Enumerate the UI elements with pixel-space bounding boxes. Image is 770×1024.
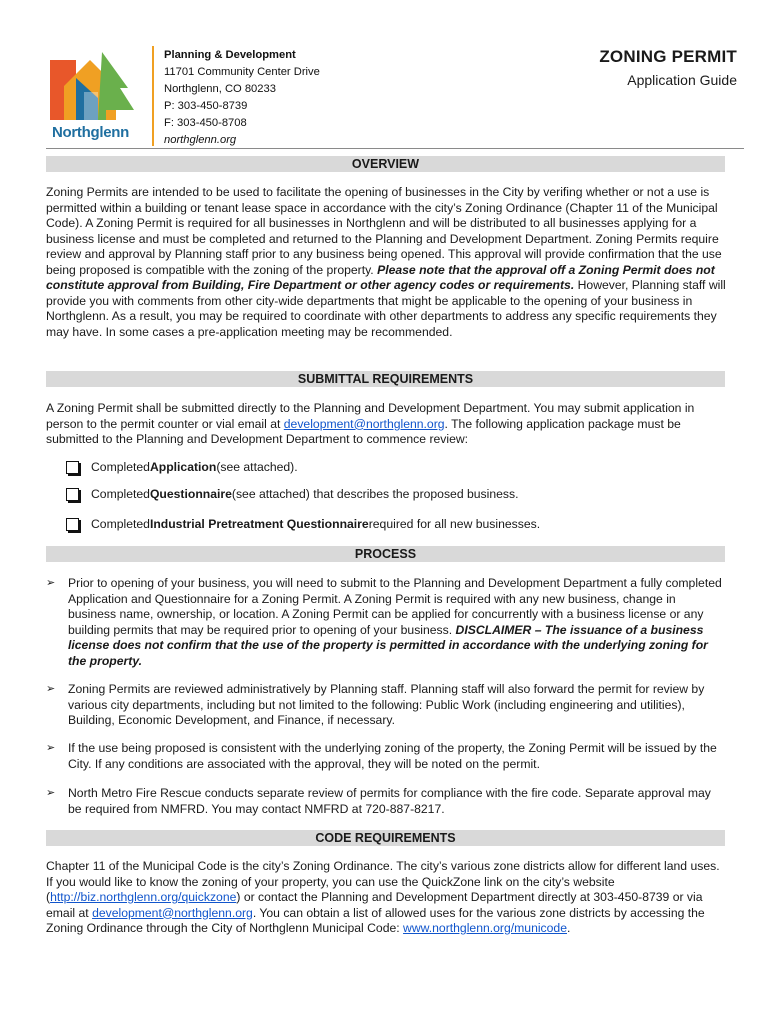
process-bullet-1: ➢ Prior to opening of your business, you will need to submit to the Planning and Development Department a fully completed Application and Questionnaire for a Zoning Permit. A Zoning Permit is required with any new business, change in business name, ownership, or location. A Zoning Permit can be applied for concurrently with a business license or any building permits that may be required prior to opening of your business. DISCLAIMER – The issuance of a business license does not confirm that the use of the property is permitted in accordance with the underlying zoning for the property. (46, 576, 722, 668)
document-title: ZONING PERMIT (599, 47, 737, 66)
checklist-item-application: Completed Application (see attached). (66, 460, 298, 475)
process-bullet-3: ➢ If the use being proposed is consistent with the underlying zoning of the property, the Zoning Permit will be issued by the City. If any conditions are associated with the approval, they will be noted on the permit. (46, 741, 717, 771)
arrow-bullet-icon: ➢ (46, 577, 56, 589)
checklist-item-pretreatment: Completed Industrial Pretreatment Questionnaire required for all new businesses. (66, 517, 540, 532)
arrow-bullet-icon: ➢ (46, 787, 56, 799)
checklist-item-questionnaire: Completed Questionnaire (see attached) that describes the proposed business. (66, 487, 519, 502)
section-heading-code: CODE REQUIREMENTS (46, 830, 725, 846)
submittal-email-link[interactable]: development@northglenn.org (283, 416, 445, 431)
section-heading-submittal: SUBMITTAL REQUIREMENTS (46, 371, 725, 387)
header-divider (152, 46, 154, 146)
title-block (599, 47, 737, 88)
process-bullet-2: ➢ Zoning Permits are reviewed administratively by Planning staff. Planning staff will also forward the permit for review by various city departments, including but not limited to the following: Public Work (including engineering and utilities), Building, Economic Development, and Finance, if necessary. (46, 682, 705, 727)
website[interactable]: northglenn.org (164, 134, 237, 146)
arrow-bullet-icon: ➢ (46, 683, 56, 695)
address-line-1: 11701 Community Center Drive (164, 66, 320, 78)
address-line-2: Northglenn, CO 80233 (164, 83, 276, 95)
org-name: Planning & Development (164, 49, 296, 61)
logo-tree (98, 52, 134, 120)
checkbox-icon[interactable] (66, 518, 79, 531)
code-email-link[interactable]: development@northglenn.org (92, 905, 253, 920)
code-paragraph: Chapter 11 of the Municipal Code is the city’s Zoning Ordinance. The city’s various zone districts allow for different land uses. If you would like to know the zoning of your property, you can use the QuickZone link on the city’s website (http://biz.northglenn.org/quickzone) or contact the Planning and Development Department directly at 303-450-8739 or via email at development@northglenn.org. You can obtain a list of allowed uses for the various zone districts by accessing the Zoning Ordinance through the City of Northglenn Municipal Code: www.northglenn.org/municode. (46, 859, 720, 935)
quickzone-link[interactable]: http://biz.northglenn.org/quickzone (50, 890, 237, 904)
submittal-text-end: . The following application package must be submitted to the Planning and Development Department to commence review: (46, 416, 681, 446)
fax: F: 303-450-8708 (164, 117, 247, 129)
overview-text-end: However, Planning staff will provide you with comments from other city-wide departments that might be applicable to the opening of your business in Northglenn. As a result, you may be required to coordinate with other departments to address any specific requirements they may have. In some cases a pre-application meeting may be recommended. (46, 278, 726, 339)
submittal-paragraph (46, 401, 726, 448)
checkbox-icon[interactable] (66, 488, 79, 501)
section-heading-process: PROCESS (46, 546, 725, 562)
phone: P: 303-450-8739 (164, 100, 248, 112)
header-rule (46, 148, 744, 149)
overview-notice: Please note that the approval off a Zoning Permit does not constitute approval from Building, Fire Department or other agency codes or requirements. (46, 262, 715, 292)
overview-text: Zoning Permits are intended to be used to facilitate the opening of businesses in the City by verifing whether or not a use is permitted within a building or tenant lease space in accordance with the city’s Zoning Ordinance (Chapter 11 of the Municipal Code). A Zoning Permit is required for all businesses in Northglenn and will be distributed to all businesses applying for a business license and must be completed and returned to the Planning and Development Department. Zoning Permits require review and approval by Planning staff prior to any business being opened. This approval will provide confirmation that the use being proposed is compatible with the zoning of the property. (46, 185, 722, 277)
arrow-bullet-icon: ➢ (46, 742, 56, 754)
submittal-text: A Zoning Permit shall be submitted directly to the Planning and Development Department. You may submit application in person to the permit counter or vial email at (46, 401, 695, 431)
section-heading-overview: OVERVIEW (46, 156, 725, 172)
checkbox-icon[interactable] (66, 461, 79, 474)
overview-paragraph (46, 185, 726, 340)
contact-block (164, 47, 320, 149)
process-bullet-4: ➢ North Metro Fire Rescue conducts separate review of permits for compliance with the fire code. Separate approval may be required from NMFRD. You may contact NMFRD at 720-887-8217. (46, 786, 711, 816)
municode-link[interactable]: www.northglenn.org/municode (403, 921, 567, 935)
logo-wordmark: Northglenn (52, 124, 129, 141)
document-subtitle: Application Guide (627, 72, 737, 88)
disclaimer: DISCLAIMER – The issuance of a business license does not confirm that the use of the property is permitted in accordance with the underlying zoning for the property. (68, 622, 708, 668)
